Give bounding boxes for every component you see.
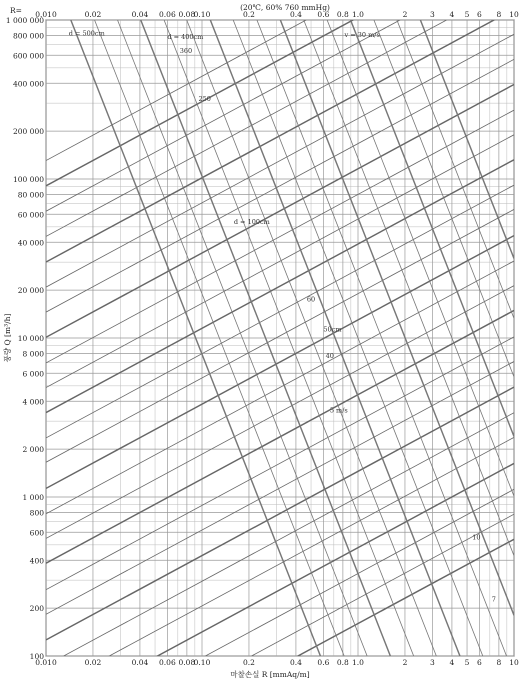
line-annotation: d = 100cm <box>233 218 270 227</box>
x-tick-label-bottom: 4 <box>449 658 455 667</box>
line-annotation: d = 500cm <box>68 29 105 38</box>
chart-title: (20℃, 60% 760 mmHg) <box>240 3 330 12</box>
x-tick-label-bottom: 5 <box>464 658 470 667</box>
y-tick-label: 100 <box>29 652 44 661</box>
diameter-line <box>46 0 514 186</box>
x-tick-label-bottom: 0.06 <box>159 658 176 667</box>
x-tick-label-bottom: 2 <box>402 658 408 667</box>
x-tick-label-bottom: 0.08 <box>178 658 196 667</box>
y-tick-label: 600 <box>29 528 44 538</box>
line-annotation: 50cm <box>323 325 342 334</box>
y-tick-label: 60 000 <box>17 210 44 220</box>
x-tick-label-bottom: 0.4 <box>289 658 302 667</box>
x-tick-label-bottom: 8 <box>496 658 502 667</box>
y-tick-label: 20 000 <box>17 286 44 296</box>
x-tick-label-bottom: 0.10 <box>193 658 211 667</box>
x-tick-label-top: 0.08 <box>178 10 196 19</box>
line-annotation: 5 m/s <box>329 406 348 415</box>
x-tick-label-top: 0.6 <box>317 10 330 19</box>
diameter-line <box>46 0 514 211</box>
velocity-line <box>46 0 514 615</box>
x-tick-label-top: 0.2 <box>242 10 255 19</box>
x-tick-label-bottom: 0.04 <box>131 658 149 667</box>
y-tick-label: 400 <box>29 556 44 566</box>
plot-area <box>6 0 519 687</box>
x-tick-label-top: 0.10 <box>193 10 211 19</box>
x-tick-label-top: 2 <box>402 10 408 19</box>
y-tick-label: 200 000 <box>12 127 44 137</box>
y-axis-label: 풍량 Q [m³/h] <box>3 313 12 363</box>
velocity-line <box>46 0 514 436</box>
velocity-line <box>46 0 514 259</box>
y-tick-label: 100 000 <box>12 175 44 184</box>
line-annotation: 60 <box>306 295 316 304</box>
x-tick-label-top: 0.04 <box>131 10 149 19</box>
x-tick-label-bottom: 10 <box>509 658 519 667</box>
y-tick-label: 1 000 <box>22 493 44 502</box>
x-tick-label-bottom: 0.8 <box>336 658 349 667</box>
x-tick-label-bottom: 0.02 <box>84 658 102 667</box>
x-tick-label-top: 0.8 <box>336 10 349 19</box>
x-tick-label-top: 3 <box>430 10 435 19</box>
line-annotation: v = 30 m/s <box>344 31 380 40</box>
x-tick-label-top: 0.010 <box>35 10 57 19</box>
x-tick-label-top: 4 <box>449 10 455 19</box>
y-tick-label: 6 000 <box>22 369 44 379</box>
x-tick-label-top: 6 <box>477 10 482 19</box>
x-axis-label: 마찰손실 R [mmAq/m] <box>230 670 310 679</box>
diameter-line <box>46 514 514 687</box>
y-tick-label: 8 000 <box>22 349 44 359</box>
diameter-line <box>46 387 514 640</box>
y-tick-label: 10 000 <box>17 334 44 343</box>
diameter-line <box>46 34 514 287</box>
x-tick-label-top: 0.06 <box>159 10 176 19</box>
x-tick-label-bottom: 0.2 <box>242 658 255 667</box>
diameter-line <box>46 185 514 438</box>
line-annotation: 40 <box>325 351 334 360</box>
diameter-line <box>46 489 514 687</box>
x-tick-label-bottom: 1.0 <box>352 658 364 667</box>
line-annotation: 250 <box>198 94 211 103</box>
velocity-line <box>46 0 514 377</box>
y-tick-label: 800 000 <box>12 31 44 41</box>
x-tick-label-top: 10 <box>509 10 519 19</box>
corner-label: R= <box>10 6 22 15</box>
y-tick-label: 40 000 <box>17 238 44 248</box>
y-tick-label: 80 000 <box>17 190 44 200</box>
y-tick-label: 1 000 000 <box>5 16 44 25</box>
x-tick-label-bottom: 0.010 <box>35 658 57 667</box>
x-tick-label-bottom: 3 <box>430 658 435 667</box>
y-tick-label: 4 000 <box>22 397 44 407</box>
line-annotation: 10 <box>472 533 481 542</box>
x-tick-label-bottom: 0.6 <box>317 658 330 667</box>
diameter-line <box>46 135 514 388</box>
x-tick-label-top: 1.0 <box>352 10 364 19</box>
x-tick-label-top: 0.4 <box>289 10 302 19</box>
y-tick-label: 200 <box>29 604 44 614</box>
x-tick-label-bottom: 6 <box>477 658 482 667</box>
x-tick-label-top: 5 <box>464 10 470 19</box>
line-annotation: d = 400cm <box>167 32 204 41</box>
velocity-line <box>46 0 514 675</box>
y-tick-label: 800 <box>29 508 44 518</box>
line-annotation: 360 <box>179 47 193 56</box>
x-tick-label-top: 8 <box>496 10 502 19</box>
line-annotation: 7 <box>491 595 496 604</box>
y-tick-label: 2 000 <box>22 445 44 455</box>
x-tick-label-top: 0.02 <box>84 10 102 19</box>
y-tick-label: 600 000 <box>12 51 44 61</box>
diameter-line <box>46 437 514 687</box>
y-tick-label: 400 000 <box>12 79 44 89</box>
